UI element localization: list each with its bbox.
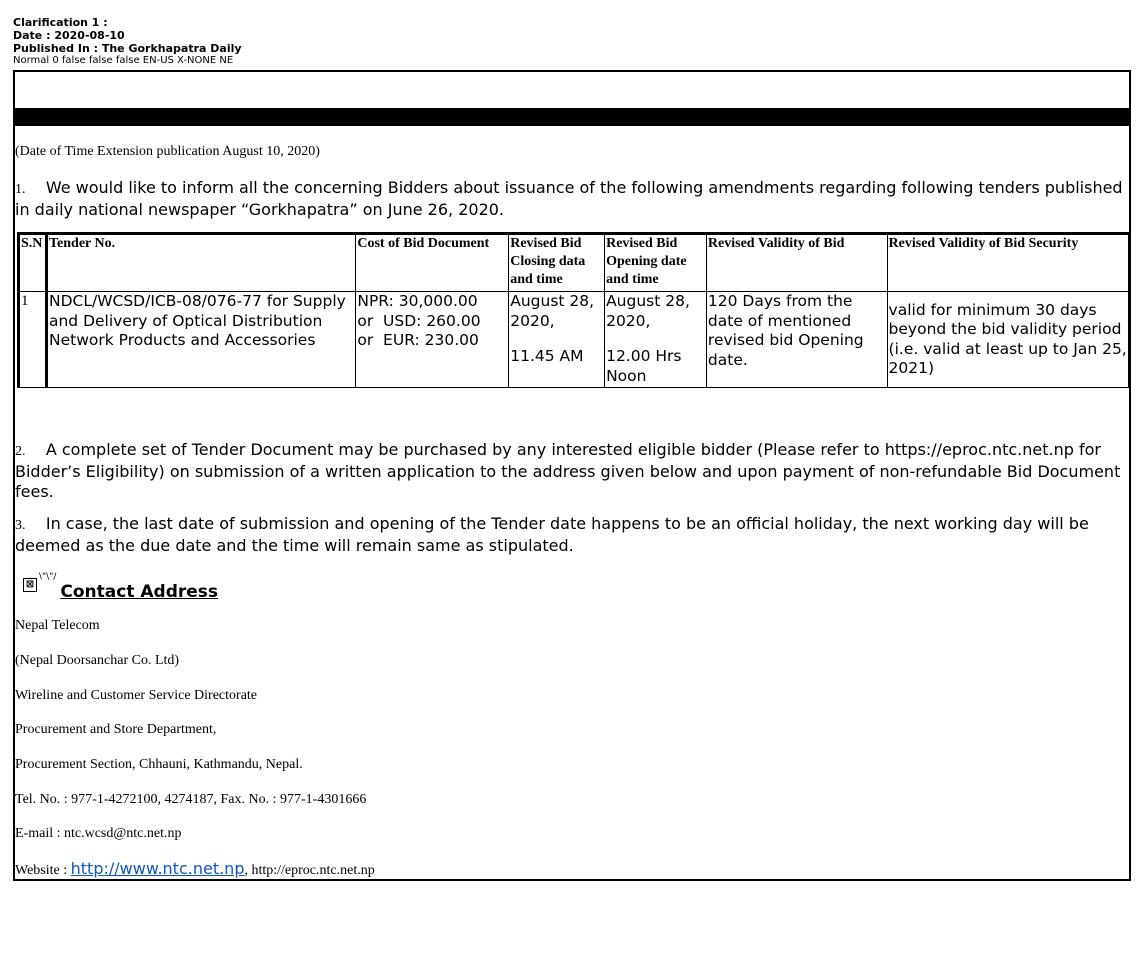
extension-date-line: (Date of Time Extension publication August 10, 2020) <box>15 144 320 159</box>
contact-line: Wireline and Customer Service Directorate <box>15 688 258 703</box>
cell-sn: 1 <box>19 292 47 388</box>
document-header <box>13 16 242 67</box>
cell-security: valid for minimum 30 days beyond the bid validity period (i.e. valid at least up to Jan 25, 2021) <box>887 292 1128 388</box>
contact-website <box>15 859 375 879</box>
notice-frame <box>13 70 1131 881</box>
header-opening: Revised Bid Opening date and time <box>605 234 707 292</box>
paragraph-3 <box>15 514 1127 556</box>
black-banner <box>15 108 1129 126</box>
closing-date: August 28, 2020, <box>510 292 595 330</box>
cell-validity: 120 Days from the date of mentioned revised bid Opening date. <box>706 292 887 388</box>
broken-image-text: \"\"/ <box>39 572 57 582</box>
header-sn: S.N <box>19 234 47 292</box>
opening-time: 12.00 Hrs Noon <box>606 347 682 385</box>
cell-opening <box>605 292 707 388</box>
paragraph-2 <box>15 440 1127 502</box>
header-closing: Revised Bid Closing data and time <box>509 234 605 292</box>
paragraph-3-number: 3. <box>15 518 26 533</box>
cell-closing <box>509 292 605 388</box>
closing-time: 11.45 AM <box>510 347 584 365</box>
opening-date: August 28, 2020, <box>606 292 690 330</box>
contact-heading <box>23 572 218 602</box>
contact-line: (Nepal Doorsanchar Co. Ltd) <box>15 653 180 668</box>
cost-npr: NPR: 30,000.00 <box>357 292 478 310</box>
paragraph-2-number: 2. <box>15 444 26 459</box>
website-rest: , http://eproc.ntc.net.np <box>244 863 375 878</box>
contact-line: Procurement Section, Chhauni, Kathmandu, Nepal. <box>15 757 303 772</box>
cell-cost <box>356 292 509 388</box>
published-label: Published In : The Gorkhapatra Daily <box>13 42 242 55</box>
contact-line: Tel. No. : 977-1-4272100, 4274187, Fax. No. : 977-1-4301666 <box>15 792 367 807</box>
website-label: Website : <box>15 863 71 878</box>
header-cost: Cost of Bid Document <box>356 234 509 292</box>
contact-line: Procurement and Store Department, <box>15 722 217 737</box>
amendment-table <box>17 232 1129 388</box>
broken-image-icon: ⊠ <box>23 578 37 592</box>
paragraph-1-number: 1. <box>15 182 26 197</box>
paragraph-1 <box>15 178 1127 220</box>
header-validity: Revised Validity of Bid <box>706 234 887 292</box>
cell-tender: NDCL/WCSD/ICB-08/076-77 for Supply and Delivery of Optical Distribution Network Products and Accessories <box>46 292 355 388</box>
website-link[interactable]: http://www.ntc.net.np <box>70 859 245 878</box>
cost-eur: or EUR: 230.00 <box>357 331 479 349</box>
date-label: Date : 2020-08-10 <box>13 29 125 42</box>
contact-line: Nepal Telecom <box>15 618 100 633</box>
header-security: Revised Validity of Bid Security <box>887 234 1128 292</box>
paragraph-1-text: We would like to inform all the concerning Bidders about issuance of the following amendments regarding following tenders published in daily national newspaper “Gorkhapatra” on June 26, 2020. <box>15 178 1123 219</box>
cost-usd: or USD: 260.00 <box>357 311 481 330</box>
word-style-artifact: Normal 0 false false false EN-US X-NONE NE <box>13 55 234 66</box>
clarification-label: Clarification 1 : <box>13 16 108 29</box>
contact-title: Contact Address <box>60 582 219 602</box>
table-header-row <box>19 234 1129 292</box>
header-tender-no: Tender No. <box>46 234 355 292</box>
table-row <box>19 292 1129 388</box>
paragraph-2-text: A complete set of Tender Document may be purchased by any interested eligible bidder (Please refer to https://eproc.ntc.net.np for Bidder’s Eligibility) on submission of a written application to the address given below and upon payment of non-refundable Bid Document fees. <box>15 440 1121 501</box>
paragraph-3-text: In case, the last date of submission and opening of the Tender date happens to be an official holiday, the next working day will be deemed as the due date and the time will remain same as stipulated. <box>15 514 1089 555</box>
contact-email: E-mail : ntc.wcsd@ntc.net.np <box>15 826 182 841</box>
